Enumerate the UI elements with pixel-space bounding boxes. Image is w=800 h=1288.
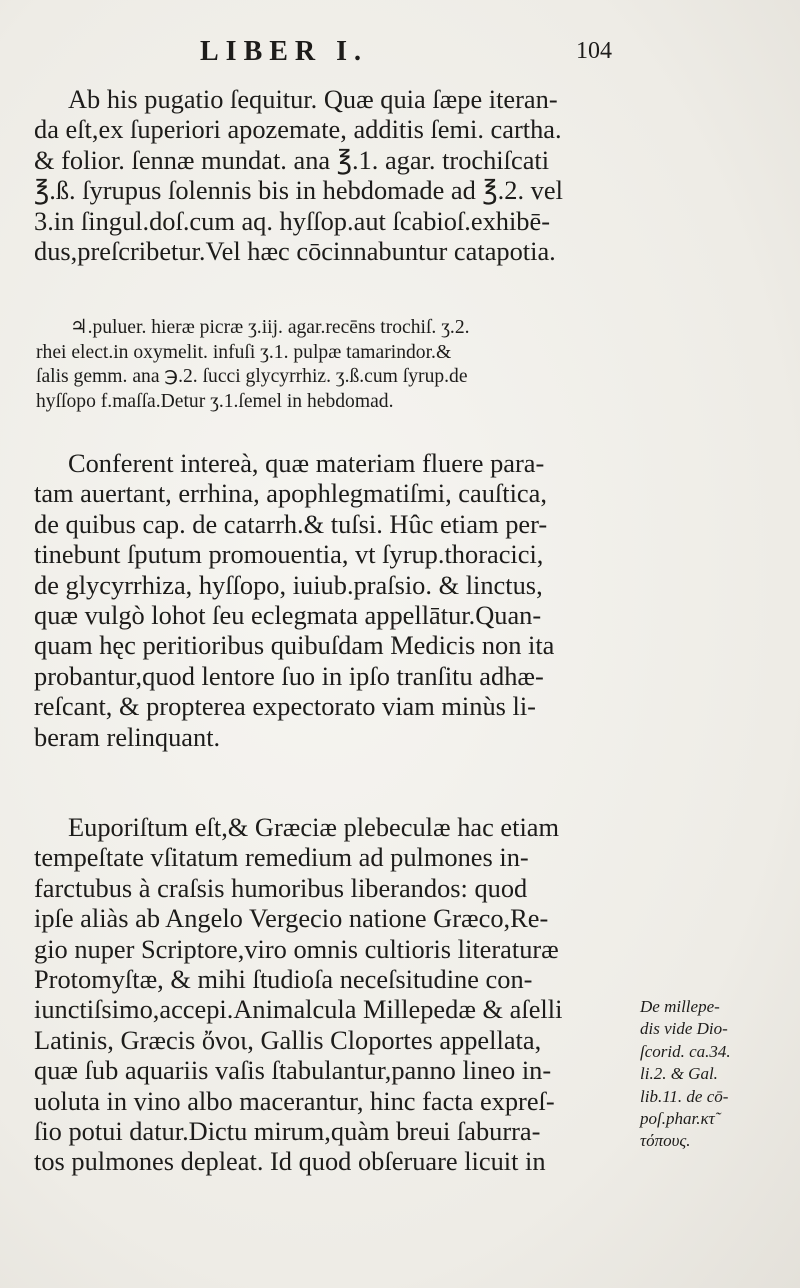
text-line: quam hęc peritioribus quibuſdam Medicis non ita — [34, 630, 555, 661]
text-line: & folior. ſennæ mundat. ana ℥.1. agar. trochiſcati — [34, 144, 550, 175]
margin-line: lib.11. de cō- — [640, 1086, 729, 1106]
paragraph-purgation — [34, 84, 640, 266]
recipe-block — [36, 316, 640, 414]
text-line: quæ vulgò lohot ſeu eclegmata appellātur.Quan- — [34, 599, 542, 630]
text-line: Latinis, Græcis ὄνοι, Gallis Cloportes appellata, — [34, 1024, 542, 1055]
text-line: da eſt,ex ſuperiori apozemate, additis ſemi. cartha. — [34, 114, 562, 145]
margin-line: li.2. & Gal. — [640, 1064, 718, 1084]
page-number: 104 — [576, 38, 612, 64]
page-header — [0, 36, 800, 76]
margin-line: ſcorid. ca.34. — [640, 1041, 731, 1061]
text-line: 3.in ſingul.doſ.cum aq. hyſſop.aut ſcabioſ.exhibē- — [34, 205, 550, 236]
text-line: Protomyſtæ, & mihi ſtudioſa neceſsitudine con- — [34, 963, 533, 994]
text-line: iunctiſsimo,accepi.Animalcula Millepedæ & aſelli — [34, 994, 563, 1025]
margin-line: τόπους. — [640, 1131, 691, 1151]
running-head: LIBER I. — [200, 36, 369, 67]
text-line: reſcant, & propterea expectorato viam minùs li- — [34, 691, 536, 722]
text-line: uoluta in vino albo macerantur, hinc facta expreſ- — [34, 1085, 555, 1116]
text-line: tempeſtate vſitatum remedium ad pulmones in- — [34, 842, 529, 873]
recipe-line: hyſſopo f.maſſa.Detur ʒ.1.ſemel in hebdomad. — [36, 390, 394, 412]
recipe-line: rhei elect.in oxymelit. infuſi ʒ.1. pulpæ tamarindor.& — [36, 341, 452, 363]
margin-line: dis vide Dio- — [640, 1019, 728, 1039]
paragraph-conferent — [34, 448, 640, 752]
text-line: gio nuper Scriptore,viro omnis cultioris literaturæ — [34, 933, 559, 964]
recipe-line: ſalis gemm. ana ℈.2. ſucci glycyrrhiz. ʒ.ß.cum ſyrup.de — [36, 366, 468, 387]
text-line: tinebunt ſputum promouentia, vt ſyrup.thoracici, — [34, 539, 544, 570]
text-line: farctubus à craſsis humoribus liberandos: quod — [34, 872, 528, 903]
text-line: beram relinquant. — [34, 721, 221, 752]
margin-line: De millepe- — [640, 997, 720, 1016]
text-line: ſio potui datur.Dictu mirum,quàm breui ſaburra- — [34, 1115, 541, 1146]
text-line: tam auertant, errhina, apophlegmatiſmi, cauſtica, — [34, 478, 547, 509]
text-line: dus,preſcribetur.Vel hæc cōcinnabuntur catapotia. — [34, 235, 556, 266]
marginal-note — [640, 996, 798, 1153]
text-line: ℥.ß. ſyrupus ſolennis bis in hebdomade ad ℥.2. vel — [34, 175, 563, 206]
text-line: ipſe aliàs ab Angelo Vergecio natione Græco,Re- — [34, 903, 549, 934]
margin-line: poſ.phar.κτ̃ — [640, 1108, 715, 1128]
recipe-line: ♃.puluer. hieræ picræ ʒ.iij. agar.recēns trochiſ. ʒ.2. — [70, 317, 470, 338]
text-line: Conferent intereà, quæ materiam fluere para- — [68, 448, 545, 478]
text-line: de glycyrrhiza, hyſſopo, iuiub.praſsio. & linctus, — [34, 569, 543, 600]
text-line: quæ ſub aquariis vaſis ſtabulantur,panno lineo in- — [34, 1055, 552, 1086]
text-line: tos pulmones depleat. Id quod obſeruare licuit in — [34, 1146, 546, 1177]
text-line: Ab his pugatio ſequitur. Quæ quia ſæpe iteran- — [68, 84, 558, 114]
paragraph-euporistum — [34, 812, 640, 1177]
text-line: probantur,quod lentore ſuo in ipſo tranſitu adhæ- — [34, 660, 544, 691]
text-line: de quibus cap. de catarrh.& tuſsi. Hûc etiam per- — [34, 508, 548, 539]
text-line: Euporiſtum eſt,& Græciæ plebeculæ hac etiam — [68, 812, 560, 842]
